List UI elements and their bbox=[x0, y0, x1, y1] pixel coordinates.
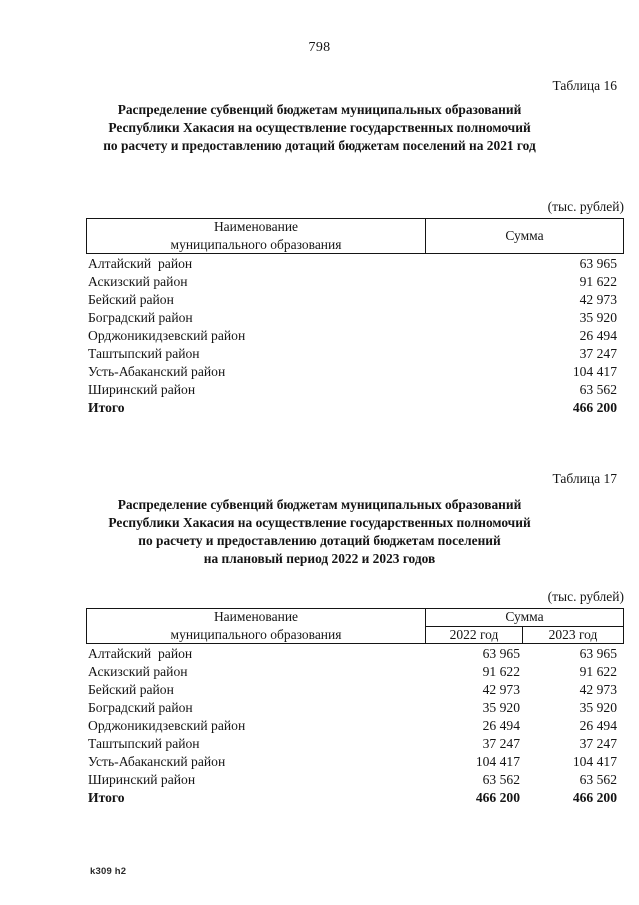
row-name: Усть-Абаканский район bbox=[88, 364, 226, 379]
table-17-header-year-2023: 2023 год bbox=[548, 627, 598, 642]
table-16-title-line-3: по расчету и предоставлению дотаций бюджетам поселений на 2021 год bbox=[103, 138, 536, 153]
row-value: 35 920 bbox=[482, 700, 520, 715]
table-16-title-line-1: Распределение субвенций бюджетам муниципальных образований bbox=[117, 102, 522, 117]
row-value: 104 417 bbox=[572, 754, 617, 769]
table-17-header-frame bbox=[86, 608, 624, 644]
row-value: 91 622 bbox=[482, 664, 520, 679]
row-name: Ширинский район bbox=[88, 772, 196, 787]
row-value: 63 965 bbox=[579, 646, 617, 661]
table-16-header-sum: Сумма bbox=[505, 228, 544, 243]
row-value: 91 622 bbox=[579, 274, 617, 289]
row-value: 466 200 bbox=[475, 790, 520, 805]
row-name: Итого bbox=[88, 400, 125, 415]
row-value: 42 973 bbox=[579, 292, 617, 307]
table-17-header-name-line-1: Наименование bbox=[213, 609, 299, 624]
table-17-header-name-line-2: муниципального образования bbox=[170, 627, 342, 642]
table-16-title bbox=[0, 101, 639, 155]
page-number: 798 bbox=[308, 40, 331, 55]
table-17-units-note: (тыс. рублей) bbox=[547, 589, 624, 604]
table-row bbox=[88, 645, 624, 663]
row-value: 35 920 bbox=[579, 310, 617, 325]
table-17-title-line-3: по расчету и предоставлению дотаций бюджетам поселений bbox=[138, 533, 501, 548]
row-value: 26 494 bbox=[579, 718, 617, 733]
row-name: Бейский район bbox=[88, 292, 174, 307]
row-value: 26 494 bbox=[482, 718, 520, 733]
row-value: 42 973 bbox=[579, 682, 617, 697]
table-17-header-year-2022: 2022 год bbox=[449, 627, 499, 642]
row-name: Таштыпский район bbox=[88, 346, 200, 361]
row-value: 35 920 bbox=[579, 700, 617, 715]
table-16-units-note: (тыс. рублей) bbox=[547, 199, 624, 214]
row-value: 63 562 bbox=[579, 772, 617, 787]
table-row bbox=[88, 399, 624, 417]
row-value: 37 247 bbox=[579, 346, 617, 361]
table-16-header-frame bbox=[86, 218, 624, 254]
table-row bbox=[88, 717, 624, 735]
table-17-title-line-4: на плановый период 2022 и 2023 годов bbox=[203, 551, 436, 566]
row-name: Итого bbox=[88, 790, 125, 805]
row-name: Аскизский район bbox=[88, 274, 188, 289]
table-row bbox=[88, 735, 624, 753]
row-name: Аскизский район bbox=[88, 664, 188, 679]
table-17-title-line-1: Распределение субвенций бюджетам муниципальных образований bbox=[117, 497, 522, 512]
table-16-caption: Таблица 16 bbox=[552, 78, 617, 93]
row-value: 42 973 bbox=[482, 682, 520, 697]
table-17-title-line-2: Республики Хакасия на осуществление государственных полномочий bbox=[108, 515, 531, 530]
row-name: Бейский район bbox=[88, 682, 174, 697]
row-name: Усть-Абаканский район bbox=[88, 754, 226, 769]
row-name: Орджоникидзевский район bbox=[88, 328, 246, 343]
table-row bbox=[88, 363, 624, 381]
table-row bbox=[88, 753, 624, 771]
row-value: 63 965 bbox=[579, 256, 617, 271]
table-17-caption: Таблица 17 bbox=[552, 471, 617, 486]
row-value: 91 622 bbox=[579, 664, 617, 679]
row-value: 104 417 bbox=[572, 364, 617, 379]
table-row bbox=[88, 327, 624, 345]
table-row bbox=[88, 789, 624, 807]
table-row bbox=[88, 771, 624, 789]
table-16-header-name-line-2: муниципального образования bbox=[170, 237, 342, 252]
footer-mark: k309 h2 bbox=[90, 866, 127, 877]
row-value: 63 965 bbox=[482, 646, 520, 661]
table-16-body bbox=[88, 255, 624, 417]
table-row bbox=[88, 345, 624, 363]
row-name: Боградский район bbox=[88, 700, 193, 715]
table-16-header-name-line-1: Наименование bbox=[213, 219, 299, 234]
row-value: 26 494 bbox=[579, 328, 617, 343]
row-name: Алтайский район bbox=[88, 646, 193, 661]
table-row bbox=[88, 681, 624, 699]
table-16-title-line-2: Республики Хакасия на осуществление государственных полномочий bbox=[108, 120, 531, 135]
row-name: Таштыпский район bbox=[88, 736, 200, 751]
row-value: 466 200 bbox=[572, 790, 617, 805]
table-row bbox=[88, 381, 624, 399]
row-value: 63 562 bbox=[579, 382, 617, 397]
table-row bbox=[88, 273, 624, 291]
row-name: Боградский район bbox=[88, 310, 193, 325]
row-value: 104 417 bbox=[475, 754, 520, 769]
table-row bbox=[88, 309, 624, 327]
row-name: Алтайский район bbox=[88, 256, 193, 271]
row-name: Орджоникидзевский район bbox=[88, 718, 246, 733]
row-value: 37 247 bbox=[579, 736, 617, 751]
table-17-header-sum: Сумма bbox=[505, 609, 544, 624]
table-17-body bbox=[88, 645, 624, 807]
row-name: Ширинский район bbox=[88, 382, 196, 397]
row-value: 466 200 bbox=[572, 400, 617, 415]
table-row bbox=[88, 255, 624, 273]
row-value: 63 562 bbox=[482, 772, 520, 787]
row-value: 37 247 bbox=[482, 736, 520, 751]
table-row bbox=[88, 291, 624, 309]
table-row bbox=[88, 699, 624, 717]
table-row bbox=[88, 663, 624, 681]
table-17-title bbox=[0, 496, 639, 568]
